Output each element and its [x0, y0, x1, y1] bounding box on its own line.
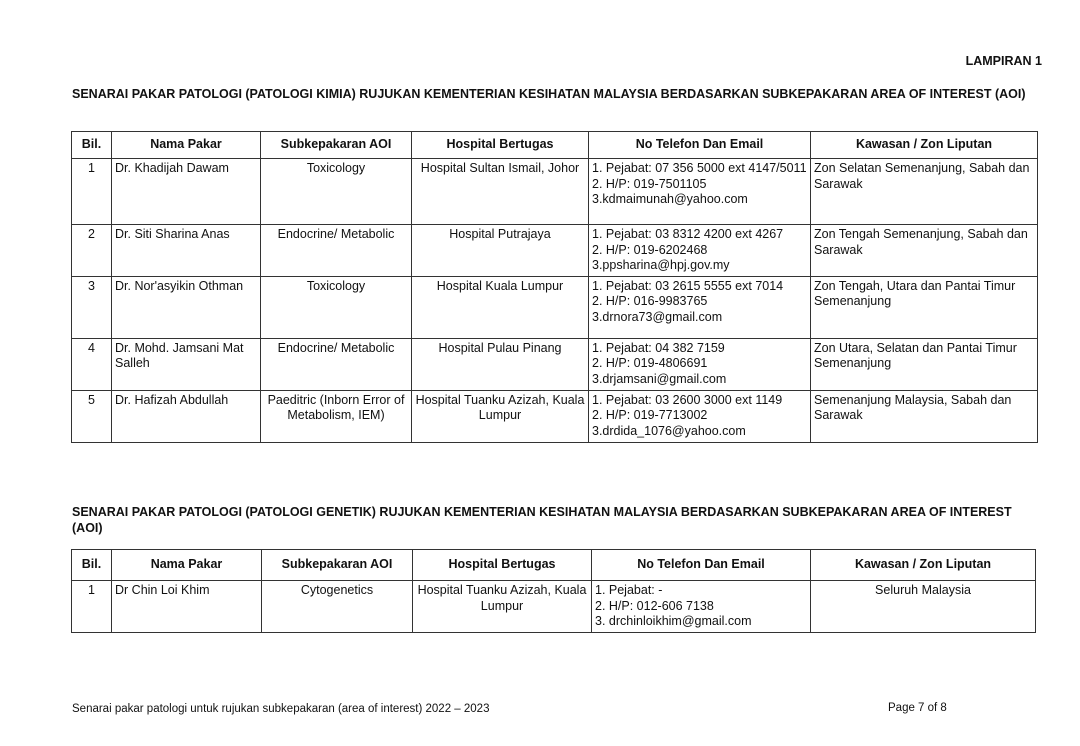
contact-office: 1. Pejabat: 03 2600 3000 ext 1149 [592, 392, 783, 407]
cell-zon: Zon Selatan Semenanjung, Sabah dan Sarawak [811, 159, 1038, 225]
contact-office: 1. Pejabat: 07 356 5000 ext 4147/5011 [592, 161, 807, 175]
cell-hospital: Hospital Pulau Pinang [412, 338, 589, 390]
cell-hospital: Hospital Putrajaya [412, 225, 589, 277]
table-header-row [72, 550, 1036, 581]
cell-bil: 5 [72, 390, 112, 442]
cell-hospital: Hospital Sultan Ismail, Johor [412, 159, 589, 225]
cell-contact [589, 225, 811, 277]
cell-aoi: Toxicology [261, 159, 412, 225]
cell-contact [592, 581, 811, 633]
contact-mobile: 2. H/P: 016-9983765 [592, 294, 708, 308]
header-bil: Bil. [72, 550, 112, 581]
cell-aoi: Endocrine/ Metabolic [261, 225, 412, 277]
contact-email: 3.drjamsani@gmail.com [592, 371, 727, 386]
cell-bil: 4 [72, 338, 112, 390]
contact-mobile: 2. H/P: 019-7713002 [592, 408, 708, 422]
cell-contact [589, 276, 811, 338]
section1-title: SENARAI PAKAR PATOLOGI (PATOLOGI KIMIA) RUJUKAN KEMENTERIAN KESIHATAN MALAYSIA BERDASARKAN SUBKEPAKARAN AREA OF INTEREST (AOI) [72, 87, 1026, 101]
footer-description: Senarai pakar patologi untuk rujukan subkepakaran (area of interest) 2022 – 2023 [72, 703, 490, 715]
header-hospital: Hospital Bertugas [412, 132, 589, 159]
cell-zon: Seluruh Malaysia [811, 581, 1036, 633]
header-hospital: Hospital Bertugas [413, 550, 592, 581]
header-zon: Kawasan / Zon Liputan [811, 550, 1036, 581]
cell-aoi: Endocrine/ Metabolic [261, 338, 412, 390]
cell-nama: Dr Chin Loi Khim [112, 581, 262, 633]
header-bil: Bil. [72, 132, 112, 159]
cell-nama: Dr. Nor'asyikin Othman [112, 276, 261, 338]
cell-aoi: Cytogenetics [262, 581, 413, 633]
header-zon: Kawasan / Zon Liputan [811, 132, 1038, 159]
cell-hospital: Hospital Tuanku Azizah, Kuala Lumpur [413, 581, 592, 633]
cell-nama: Dr. Siti Sharina Anas [112, 225, 261, 277]
cell-hospital: Hospital Kuala Lumpur [412, 276, 589, 338]
cell-aoi: Paeditric (Inborn Error of Metabolism, IEM) [261, 390, 412, 442]
cell-zon: Zon Utara, Selatan dan Pantai Timur Semenanjung [811, 338, 1038, 390]
cell-contact [589, 159, 811, 225]
patologi-genetik-table [71, 549, 1036, 633]
patologi-kimia-table [71, 131, 1038, 443]
contact-email: 3. drchinloikhim@gmail.com [595, 614, 752, 628]
cell-zon: Zon Tengah, Utara dan Pantai Timur Semenanjung [811, 276, 1038, 338]
section2-title: SENARAI PAKAR PATOLOGI (PATOLOGI GENETIK) RUJUKAN KEMENTERIAN KESIHATAN MALAYSIA BERDASARKAN SUBKEPAKARAN AREA OF INTEREST (AOI) [72, 505, 1012, 535]
contact-email: 3.drdida_1076@yahoo.com [592, 423, 746, 438]
table-header-row [72, 132, 1038, 159]
cell-nama: Dr. Khadijah Dawam [112, 159, 261, 225]
contact-mobile: 2. H/P: 012-606 7138 [595, 598, 714, 613]
cell-hospital: Hospital Tuanku Azizah, Kuala Lumpur [412, 390, 589, 442]
header-contact: No Telefon Dan Email [592, 550, 811, 581]
page-number: Page 7 of 8 [888, 702, 947, 714]
cell-zon: Semenanjung Malaysia, Sabah dan Sarawak [811, 390, 1038, 442]
contact-office: 1. Pejabat: - [595, 583, 663, 597]
header-nama-pakar: Nama Pakar [112, 550, 262, 581]
cell-contact [589, 338, 811, 390]
table-row [72, 390, 1038, 442]
cell-bil: 2 [72, 225, 112, 277]
contact-email: 3.drnora73@gmail.com [592, 309, 723, 324]
cell-contact [589, 390, 811, 442]
table-row [72, 581, 1036, 633]
header-subkepakaran: Subkepakaran AOI [262, 550, 413, 581]
table-row [72, 225, 1038, 277]
cell-nama: Dr. Mohd. Jamsani Mat Salleh [112, 338, 261, 390]
contact-mobile: 2. H/P: 019-4806691 [592, 356, 708, 370]
cell-zon: Zon Tengah Semenanjung, Sabah dan Sarawak [811, 225, 1038, 277]
contact-email: 3.kdmaimunah@yahoo.com [592, 192, 748, 206]
cell-nama: Dr. Hafizah Abdullah [112, 390, 261, 442]
contact-office: 1. Pejabat: 03 2615 5555 ext 7014 [592, 278, 784, 293]
cell-bil: 1 [72, 159, 112, 225]
cell-aoi: Toxicology [261, 276, 412, 338]
contact-office: 1. Pejabat: 04 382 7159 [592, 340, 725, 355]
cell-bil: 3 [72, 276, 112, 338]
contact-office: 1. Pejabat: 03 8312 4200 ext 4267 [592, 227, 784, 241]
contact-email: 3.ppsharina@hpj.gov.my [592, 258, 730, 272]
header-subkepakaran: Subkepakaran AOI [261, 132, 412, 159]
lampiran-label: LAMPIRAN 1 [965, 54, 1042, 68]
contact-mobile: 2. H/P: 019-7501105 [592, 176, 707, 191]
table-row [72, 338, 1038, 390]
header-nama-pakar: Nama Pakar [112, 132, 261, 159]
contact-mobile: 2. H/P: 019-6202468 [592, 242, 708, 257]
cell-bil: 1 [72, 581, 112, 633]
table-row [72, 159, 1038, 225]
table-row [72, 276, 1038, 338]
header-contact: No Telefon Dan Email [589, 132, 811, 159]
